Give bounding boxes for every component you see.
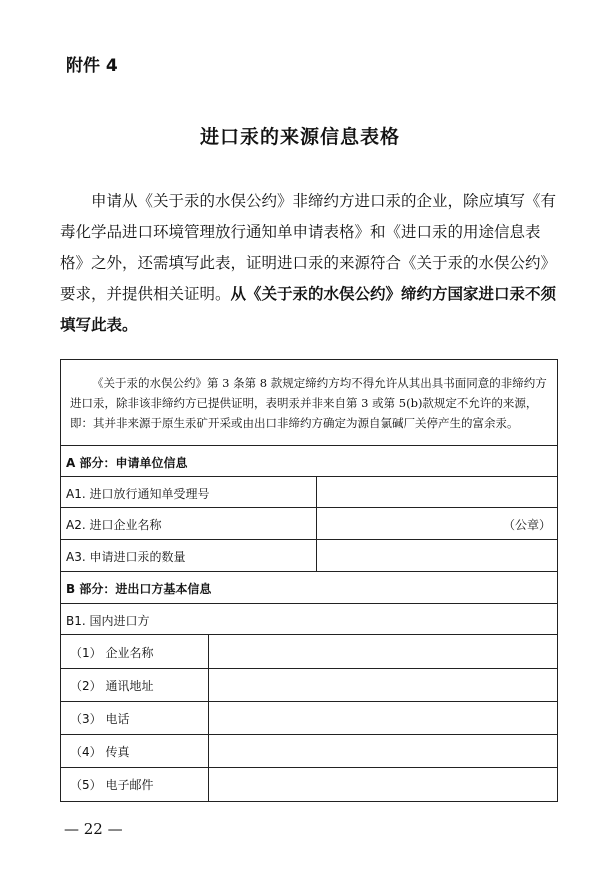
page-number: — 22 — — [64, 820, 123, 838]
row-label-company-name: （1） 企业名称 — [70, 646, 154, 660]
row-label-a3: A3. 申请进口汞的数量 — [66, 550, 186, 564]
row-label-email: （5） 电子邮件 — [70, 778, 154, 792]
row-label-address: （2） 通讯地址 — [70, 679, 154, 693]
section-b1-subheading: B1. 国内进口方 — [66, 614, 150, 628]
intro-bold-note: 从《关于汞的水俣公约》缔约方国家进口汞不须填写此表。 — [60, 285, 557, 334]
company-seal-note: （公章） — [503, 518, 552, 532]
row-label-phone: （3） 电话 — [70, 712, 130, 726]
row-label-fax: （4） 传真 — [70, 745, 130, 759]
row-label-a2: A2. 进口企业名称 — [66, 518, 162, 532]
intro-text: 申请从《关于汞的水俣公约》非缔约方进口汞的企业，除应填写《有毒化学品进口环境管理放行通知单申请表格》和《进口汞的用途信息表格》之外，还需填写此表，证明进口汞的来源符合《关于汞的水俣公约》要求，并提供相关证明。 — [60, 192, 557, 303]
page-title: 进口汞的来源信息表格 — [199, 126, 400, 148]
section-b-heading: B 部分：进出口方基本信息 — [66, 582, 212, 596]
section-a-heading: A 部分：申请单位信息 — [66, 456, 188, 470]
attachment-label: 附件 4 — [66, 56, 118, 76]
row-label-a1: A1. 进口放行通知单受理号 — [66, 487, 210, 501]
convention-notice: 《关于汞的水俣公约》第 3 条第 8 款规定缔约方均不得允许从其出具书面同意的非缔约方进口汞，除非该非缔约方已提供证明，表明汞并非来自第 3 或第 5(b)款规定不允许的来源，即：其并非来源于原生汞矿开采或由出口非缔约方确定为源自氯碱厂关停产生的富余汞。 — [70, 376, 547, 430]
